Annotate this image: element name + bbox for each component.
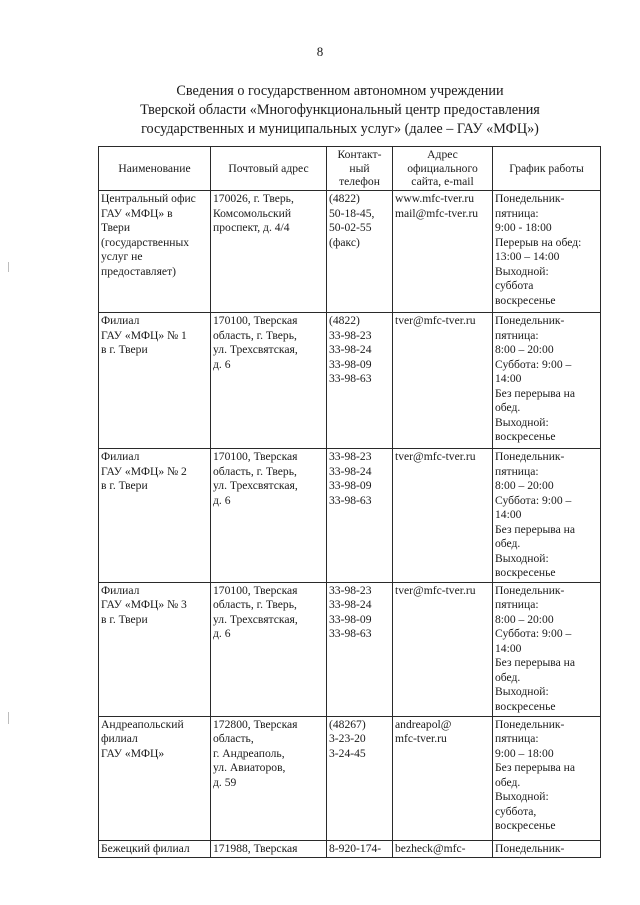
cell-schedule: Понедельник- (493, 840, 601, 858)
title-line: Сведения о государственном автономном учреждении (176, 83, 504, 99)
scan-margin-mark (8, 262, 9, 272)
cell-schedule: Понедельник- пятница: 9:00 – 18:00 Без перерыва на обед. Выходной: суббота, воскресенье (493, 716, 601, 840)
cell-phone: (48267) 3-23-20 3-24-45 (327, 716, 393, 840)
table-row (99, 840, 601, 858)
cell-address: 170100, Тверская область, г. Тверь, ул. Трехсвятская, д. 6 (211, 449, 327, 583)
cell-phone: 33-98-23 33-98-24 33-98-09 33-98-63 (327, 449, 393, 583)
cell-schedule: Понедельник- пятница: 8:00 – 20:00 Суббота: 9:00 – 14:00 Без перерыва на обед. Выходной: воскресенье (493, 313, 601, 449)
scan-margin-mark (8, 712, 9, 724)
cell-schedule: Понедельник- пятница: 9:00 - 18:00 Перерыв на обед: 13:00 – 14:00 Выходной: суббота воскресенье (493, 191, 601, 313)
cell-site: tver@mfc-tver.ru (393, 449, 493, 583)
cell-address: 170026, г. Тверь, Комсомольский проспект, д. 4/4 (211, 191, 327, 313)
header-schedule: График работы (493, 147, 601, 191)
header-site: Адрес официального сайта, e-mail (393, 147, 493, 191)
cell-name: Филиал ГАУ «МФЦ» № 1 в г. Твери (99, 313, 211, 449)
table-row (99, 449, 601, 583)
page-number: 8 (316, 44, 324, 59)
cell-phone: 33-98-23 33-98-24 33-98-09 33-98-63 (327, 582, 393, 716)
cell-schedule: Понедельник- пятница: 8:00 – 20:00 Суббота: 9:00 – 14:00 Без перерыва на обед. Выходной: воскресенье (493, 582, 601, 716)
cell-name: Андреапольский филиал ГАУ «МФЦ» (99, 716, 211, 840)
document-title (60, 82, 620, 139)
cell-name: Центральный офис ГАУ «МФЦ» в Твери (государственных услуг не предоставляет) (99, 191, 211, 313)
cell-site: tver@mfc-tver.ru (393, 313, 493, 449)
cell-site: bezheck@mfc- (393, 840, 493, 858)
table-row (99, 582, 601, 716)
cell-name: Бежецкий филиал (99, 840, 211, 858)
title-line: государственных и муниципальных услуг» (далее – ГАУ «МФЦ») (141, 121, 539, 137)
cell-address: 170100, Тверская область, г. Тверь, ул. Трехсвятская, д. 6 (211, 313, 327, 449)
cell-site: www.mfc-tver.ru mail@mfc-tver.ru (393, 191, 493, 313)
title-line: Тверской области «Многофункциональный центр предоставления (140, 102, 540, 118)
table-row (99, 313, 601, 449)
cell-site: andreapol@ mfc-tver.ru (393, 716, 493, 840)
header-name: Наименование (99, 147, 211, 191)
table-row (99, 191, 601, 313)
mfc-offices-table (98, 146, 601, 858)
cell-name: Филиал ГАУ «МФЦ» № 2 в г. Твери (99, 449, 211, 583)
cell-phone: 8-920-174- (327, 840, 393, 858)
cell-phone: (4822) 50-18-45, 50-02-55 (факс) (327, 191, 393, 313)
cell-name: Филиал ГАУ «МФЦ» № 3 в г. Твери (99, 582, 211, 716)
header-address: Почтовый адрес (211, 147, 327, 191)
table-row (99, 716, 601, 840)
cell-address: 172800, Тверская область, г. Андреаполь, ул. Авиаторов, д. 59 (211, 716, 327, 840)
cell-schedule: Понедельник- пятница: 8:00 – 20:00 Суббота: 9:00 – 14:00 Без перерыва на обед. Выходной: воскресенье (493, 449, 601, 583)
cell-phone: (4822) 33-98-23 33-98-24 33-98-09 33-98-63 (327, 313, 393, 449)
cell-address: 170100, Тверская область, г. Тверь, ул. Трехсвятская, д. 6 (211, 582, 327, 716)
cell-address: 171988, Тверская (211, 840, 327, 858)
cell-site: tver@mfc-tver.ru (393, 582, 493, 716)
table-header-row (99, 147, 601, 191)
header-phone: Контакт- ный телефон (327, 147, 393, 191)
